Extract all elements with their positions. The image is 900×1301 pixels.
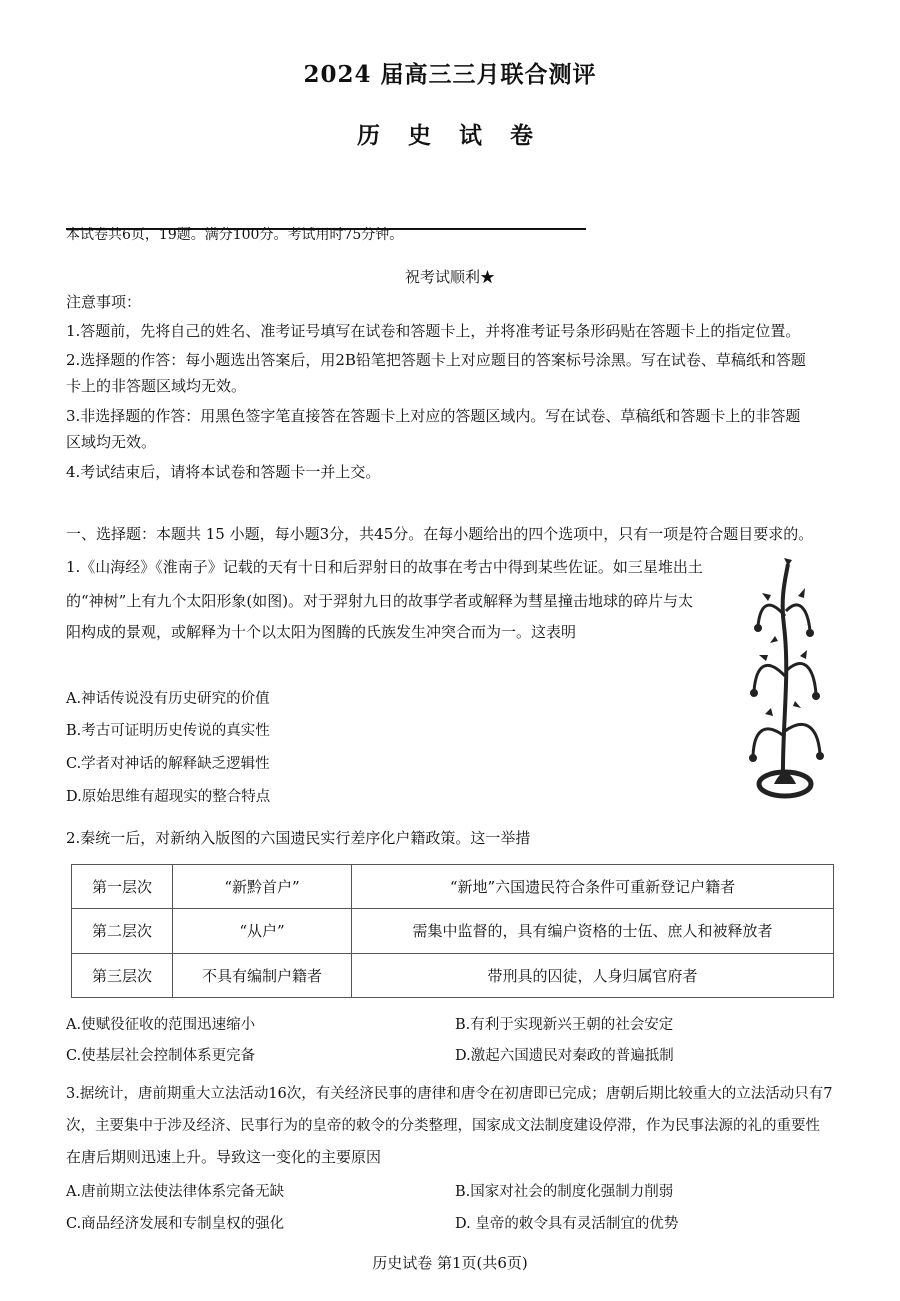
note-3-line1: 3.非选择题的作答：用黑色签字笔直接答在答题卡上对应的答题区域内。写在试卷、草稿纸和答题卡上的非答题 (66, 407, 801, 425)
table-cell: “新黔首户” (173, 865, 352, 909)
q1-option-a: A.神话传说没有历史研究的价值 (66, 691, 270, 707)
table-row (72, 909, 834, 953)
table-row (72, 953, 834, 997)
household-policy-table (71, 864, 834, 998)
note-1: 1.答题前，先将自己的姓名、准考证号填写在试卷和答题卡上，并将准考证号条形码贴在答题卡上的指定位置。 (66, 322, 801, 340)
sacred-tree-image (738, 556, 828, 806)
exam-info: 本试卷共6页，19题。满分100分。考试用时75分钟。 (66, 227, 404, 243)
q2-option-a: A.使赋役征收的范围迅速缩小 (66, 1017, 256, 1033)
note-4: 4.考试结束后，请将本试卷和答题卡一并上交。 (66, 463, 381, 481)
table-cell: 不具有编制户籍者 (173, 953, 352, 997)
q1-stem-line3: 阳构成的景观，或解释为十个以太阳为图腾的氏族发生冲突合而为一。这表明 (66, 623, 577, 641)
notes-heading: 注意事项： (66, 293, 142, 311)
table-cell: 需集中监督的，具有编户资格的士伍、庶人和被释放者 (352, 909, 834, 953)
q1-stem-line2: 的“神树”上有九个太阳形象(如图)。对于羿射九日的故事学者或解释为彗星撞击地球的碎片与太 (66, 592, 694, 610)
q2-option-d: D.激起六国遗民对秦政的普遍抵制 (455, 1048, 674, 1064)
table-row (72, 865, 834, 909)
q1-option-c: C.学者对神话的解释缺乏逻辑性 (66, 756, 270, 772)
table-cell: 第一层次 (72, 865, 173, 909)
q3-option-d: D. 皇帝的敕令具有灵活制宜的优势 (455, 1216, 679, 1232)
q3-option-a: A.唐前期立法使法律体系完备无缺 (66, 1184, 285, 1200)
q1-option-b: B.考古可证明历史传说的真实性 (66, 723, 270, 739)
table-cell: 带刑具的囚徒，人身归属官府者 (352, 953, 834, 997)
section-heading: 一、选择题：本题共 15 小题，每小题3分，共45分。在每小题给出的四个选项中，只有一项是符合题目要求的。 (66, 525, 814, 543)
table-cell: “从户” (173, 909, 352, 953)
q1-stem-line1: 1.《山海经》《淮南子》记载的天有十日和后羿射日的故事在考古中得到某些佐证。如三星堆出土 (66, 558, 703, 576)
q3-stem-line3: 在唐后期则迅速上升。导致这一变化的主要原因 (66, 1148, 382, 1166)
q3-stem-line2: 次，主要集中于涉及经济、民事行为的皇帝的敕令的分类整理，国家成文法制度建设停滞，作为民事法源的礼的重要性 (66, 1118, 820, 1134)
page-footer: 历史试卷 第1页(共6页) (372, 1254, 528, 1272)
note-2-line1: 2.选择题的作答：每小题选出答案后，用2B铅笔把答题卡上对应题目的答案标号涂黑。写在试卷、草稿纸和答题 (66, 351, 806, 369)
q3-stem-line1: 3.据统计，唐前期重大立法活动16次，有关经济民事的唐律和唐令在初唐即已完成；唐朝后期比较重大的立法活动只有7 (66, 1086, 833, 1102)
q2-stem: 2.秦统一后，对新纳入版图的六国遗民实行差序化户籍政策。这一举措 (66, 829, 531, 847)
table-cell: “新地”六国遗民符合条件可重新登记户籍者 (352, 865, 834, 909)
subject-title: 历 史 试 卷 (356, 122, 544, 149)
table-cell: 第二层次 (72, 909, 173, 953)
q2-option-c: C.使基层社会控制体系更完备 (66, 1048, 256, 1064)
note-3-line2: 区域均无效。 (66, 433, 157, 451)
wish-line: 祝考试顺利★ (404, 268, 495, 286)
q3-option-c: C.商品经济发展和专制皇权的强化 (66, 1216, 285, 1232)
q2-option-b: B.有利于实现新兴王朝的社会安定 (455, 1017, 674, 1033)
exam-title: 2024 届高三三月联合测评 (303, 61, 597, 88)
note-2-line2: 卡上的非答题区域均无效。 (66, 377, 247, 395)
q3-option-b: B.国家对社会的制度化强制力削弱 (455, 1184, 674, 1200)
table-cell: 第三层次 (72, 953, 173, 997)
q1-option-d: D.原始思维有超现实的整合特点 (66, 789, 271, 805)
